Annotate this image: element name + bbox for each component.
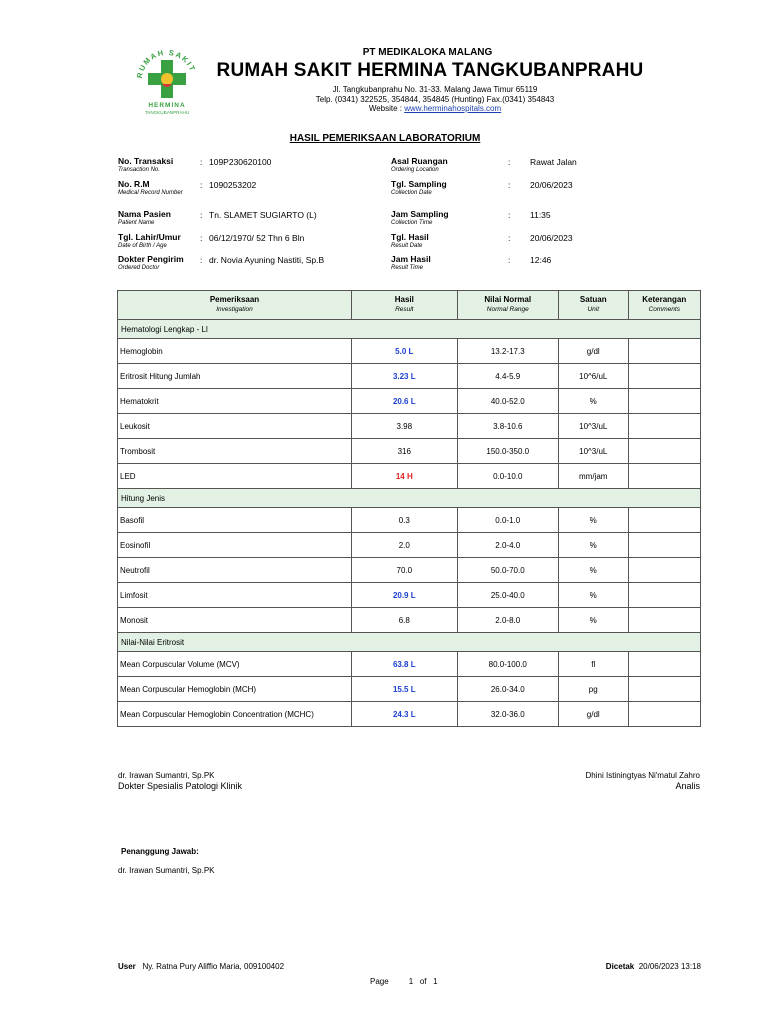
responsible-name: dr. Irawan Sumantri, Sp.PK — [118, 866, 215, 875]
info-value: 1090253202 — [209, 180, 257, 190]
test-result: 2.0 — [352, 533, 458, 558]
table-row — [118, 364, 701, 389]
test-name: LED — [118, 464, 352, 489]
lab-results-table — [117, 290, 701, 727]
test-comment — [628, 414, 700, 439]
test-comment — [628, 464, 700, 489]
svg-text:RUMAH SAKIT: RUMAH SAKIT — [134, 47, 198, 79]
test-result: 5.0 L — [352, 339, 458, 364]
info-sublabel: Collection Date — [391, 190, 432, 196]
test-unit: 10^3/uL — [558, 414, 628, 439]
test-comment — [628, 364, 700, 389]
test-name: Leukosit — [118, 414, 352, 439]
report-title: HASIL PEMERIKSAAN LABORATORIUM — [289, 133, 481, 144]
info-label: Tgl. Sampling — [391, 179, 447, 189]
test-result: 20.9 L — [352, 583, 458, 608]
info-sublabel: Result Date — [391, 243, 423, 249]
test-result: 20.6 L — [352, 389, 458, 414]
test-unit: % — [558, 508, 628, 533]
test-normal-range: 26.0-34.0 — [457, 677, 558, 702]
test-normal-range: 150.0-350.0 — [457, 439, 558, 464]
test-result: 70.0 — [352, 558, 458, 583]
test-comment — [628, 533, 700, 558]
info-colon: : — [508, 210, 511, 220]
info-label: Dokter Pengirim — [118, 254, 184, 264]
test-comment — [628, 508, 700, 533]
test-normal-range: 50.0-70.0 — [457, 558, 558, 583]
test-normal-range: 0.0-1.0 — [457, 508, 558, 533]
table-row — [118, 702, 701, 727]
info-colon: : — [200, 210, 203, 220]
website-label: Website : — [368, 104, 405, 113]
website-link[interactable]: www.herminahospitals.com — [404, 104, 502, 113]
table-row — [118, 652, 701, 677]
test-normal-range: 4.4-5.9 — [457, 364, 558, 389]
test-comment — [628, 389, 700, 414]
test-normal-range: 40.0-52.0 — [457, 389, 558, 414]
table-row — [118, 439, 701, 464]
test-unit: % — [558, 583, 628, 608]
info-value: 12:46 — [530, 255, 552, 265]
doctor-name: dr. Irawan Sumantri, Sp.PK — [118, 771, 215, 780]
test-unit: 10^6/uL — [558, 364, 628, 389]
section-title: Hitung Jenis — [118, 489, 701, 508]
test-result: 15.5 L — [352, 677, 458, 702]
table-row — [118, 389, 701, 414]
test-unit: g/dl — [558, 702, 628, 727]
header-result: Hasil Result — [352, 291, 458, 320]
test-name: Hemoglobin — [118, 339, 352, 364]
hospital-name: RUMAH SAKIT HERMINA TANGKUBANPRAHU — [216, 60, 644, 81]
test-comment — [628, 677, 700, 702]
info-sublabel: Ordering Location — [391, 167, 439, 173]
info-label: Tgl. Hasil — [391, 232, 429, 242]
section-title: Nilai-Nilai Eritrosit — [118, 633, 701, 652]
info-colon: : — [508, 255, 511, 265]
test-name: Eosinofil — [118, 533, 352, 558]
table-row — [118, 677, 701, 702]
table-row — [118, 608, 701, 633]
table-row — [118, 508, 701, 533]
address-line: Jl. Tangkubanprahu No. 31-33. Malang Jawa Timur 65119 — [332, 85, 538, 94]
test-comment — [628, 583, 700, 608]
info-sublabel: Ordered Doctor — [118, 265, 160, 271]
test-comment — [628, 608, 700, 633]
info-sublabel: Medical Record Number — [118, 190, 183, 196]
info-value: 06/12/1970/ 52 Thn 6 Bln — [209, 233, 305, 243]
responsible-label: Penanggung Jawab: — [121, 847, 199, 856]
hospital-address-block — [240, 85, 630, 114]
info-colon: : — [200, 180, 203, 190]
test-name: Limfosit — [118, 583, 352, 608]
info-label: Asal Ruangan — [391, 156, 448, 166]
test-comment — [628, 702, 700, 727]
section-title: Hematologi Lengkap - Ll — [118, 320, 701, 339]
info-colon: : — [200, 233, 203, 243]
info-value: Rawat Jalan — [530, 157, 577, 167]
info-label: No. R.M — [118, 179, 150, 189]
test-result: 316 — [352, 439, 458, 464]
table-row — [118, 558, 701, 583]
website-line — [240, 104, 630, 114]
test-unit: % — [558, 389, 628, 414]
info-right-item — [391, 255, 551, 272]
test-result: 63.8 L — [352, 652, 458, 677]
info-colon: : — [508, 180, 511, 190]
test-comment — [628, 339, 700, 364]
info-value: Tn. SLAMET SUGIARTO (L) — [209, 210, 317, 220]
table-row — [118, 414, 701, 439]
header-investigation: Pemeriksaan Investigation — [118, 291, 352, 320]
info-value: 109P230620100 — [209, 157, 272, 167]
info-label: Jam Sampling — [391, 209, 449, 219]
test-result: 14 H — [352, 464, 458, 489]
table-row — [118, 533, 701, 558]
info-label: Tgl. Lahir/Umur — [118, 232, 181, 242]
info-sublabel: Transaction No. — [118, 167, 160, 173]
test-name: Hematokrit — [118, 389, 352, 414]
footer-printed: Dicetak 20/06/2023 13:18 — [605, 962, 701, 971]
info-label: No. Transaksi — [118, 156, 174, 166]
info-value: 11:35 — [530, 210, 551, 220]
info-right-item — [391, 157, 551, 174]
info-sublabel: Patient Name — [118, 220, 155, 226]
test-result: 3.98 — [352, 414, 458, 439]
test-unit: fl — [558, 652, 628, 677]
test-normal-range: 32.0-36.0 — [457, 702, 558, 727]
test-normal-range: 2.0-4.0 — [457, 533, 558, 558]
doctor-title: Dokter Spesialis Patologi Klinik — [118, 781, 243, 791]
info-colon: : — [200, 255, 203, 265]
phone-line: Telp. (0341) 322525, 354844, 354845 (Hunting) Fax.(0341) 354843 — [315, 94, 555, 104]
hospital-logo — [128, 44, 206, 116]
header-unit: Satuan Unit — [558, 291, 628, 320]
info-sublabel: Collection Time — [391, 220, 433, 226]
test-unit: 10^3/uL — [558, 439, 628, 464]
test-name: Mean Corpuscular Hemoglobin Concentration (MCHC) — [118, 702, 352, 727]
info-sublabel: Result Time — [391, 265, 423, 271]
analyst-name: Dhini Istiningtyas Ni'matul Zahro — [585, 771, 700, 780]
table-row — [118, 339, 701, 364]
section-row — [118, 633, 701, 652]
test-name: Eritrosit Hitung Jumlah — [118, 364, 352, 389]
test-name: Monosit — [118, 608, 352, 633]
table-row — [118, 583, 701, 608]
info-colon: : — [508, 233, 511, 243]
test-unit: % — [558, 533, 628, 558]
info-right-item — [391, 180, 551, 197]
svg-text:TANGKUBANPRAHU: TANGKUBANPRAHU — [144, 110, 190, 115]
test-normal-range: 25.0-40.0 — [457, 583, 558, 608]
svg-text:HERMINA: HERMINA — [148, 102, 186, 109]
test-result: 0.3 — [352, 508, 458, 533]
header-normal-range: Nilai Normal Normal Range — [457, 291, 558, 320]
info-value: 20/06/2023 — [530, 180, 573, 190]
test-unit: mm/jam — [558, 464, 628, 489]
info-label: Jam Hasil — [391, 254, 431, 264]
analyst-title: Analis — [675, 781, 700, 791]
info-label: Nama Pasien — [118, 209, 171, 219]
info-value: dr. Novia Ayuning Nastiti, Sp.B — [209, 255, 325, 265]
page-indicator: Page 1 of 1 — [370, 977, 438, 986]
test-result: 24.3 L — [352, 702, 458, 727]
test-comment — [628, 558, 700, 583]
test-normal-range: 0.0-10.0 — [457, 464, 558, 489]
test-name: Neutrofil — [118, 558, 352, 583]
test-unit: % — [558, 608, 628, 633]
test-normal-range: 80.0-100.0 — [457, 652, 558, 677]
test-comment — [628, 652, 700, 677]
footer-user: User Ny. Ratna Pury Aliffio Maria, 009100402 — [118, 962, 285, 971]
test-name: Trombosit — [118, 439, 352, 464]
test-name: Mean Corpuscular Hemoglobin (MCH) — [118, 677, 352, 702]
test-unit: pg — [558, 677, 628, 702]
table-header-row — [118, 291, 701, 320]
test-normal-range: 13.2-17.3 — [457, 339, 558, 364]
section-row — [118, 320, 701, 339]
info-right-item — [391, 233, 551, 250]
info-colon: : — [200, 157, 203, 167]
test-name: Mean Corpuscular Volume (MCV) — [118, 652, 352, 677]
test-unit: g/dl — [558, 339, 628, 364]
info-value: 20/06/2023 — [530, 233, 573, 243]
test-name: Basofil — [118, 508, 352, 533]
header-comments: Keterangan Comments — [628, 291, 700, 320]
test-normal-range: 3.8-10.6 — [457, 414, 558, 439]
table-row — [118, 464, 701, 489]
test-normal-range: 2.0-8.0 — [457, 608, 558, 633]
test-unit: % — [558, 558, 628, 583]
info-colon: : — [508, 157, 511, 167]
test-comment — [628, 439, 700, 464]
company-name: PT MEDIKALOKA MALANG — [362, 47, 493, 58]
test-result: 3.23 L — [352, 364, 458, 389]
section-row — [118, 489, 701, 508]
info-right-item — [391, 210, 551, 227]
info-sublabel: Date of Birth / Age — [118, 243, 167, 249]
test-result: 6.8 — [352, 608, 458, 633]
